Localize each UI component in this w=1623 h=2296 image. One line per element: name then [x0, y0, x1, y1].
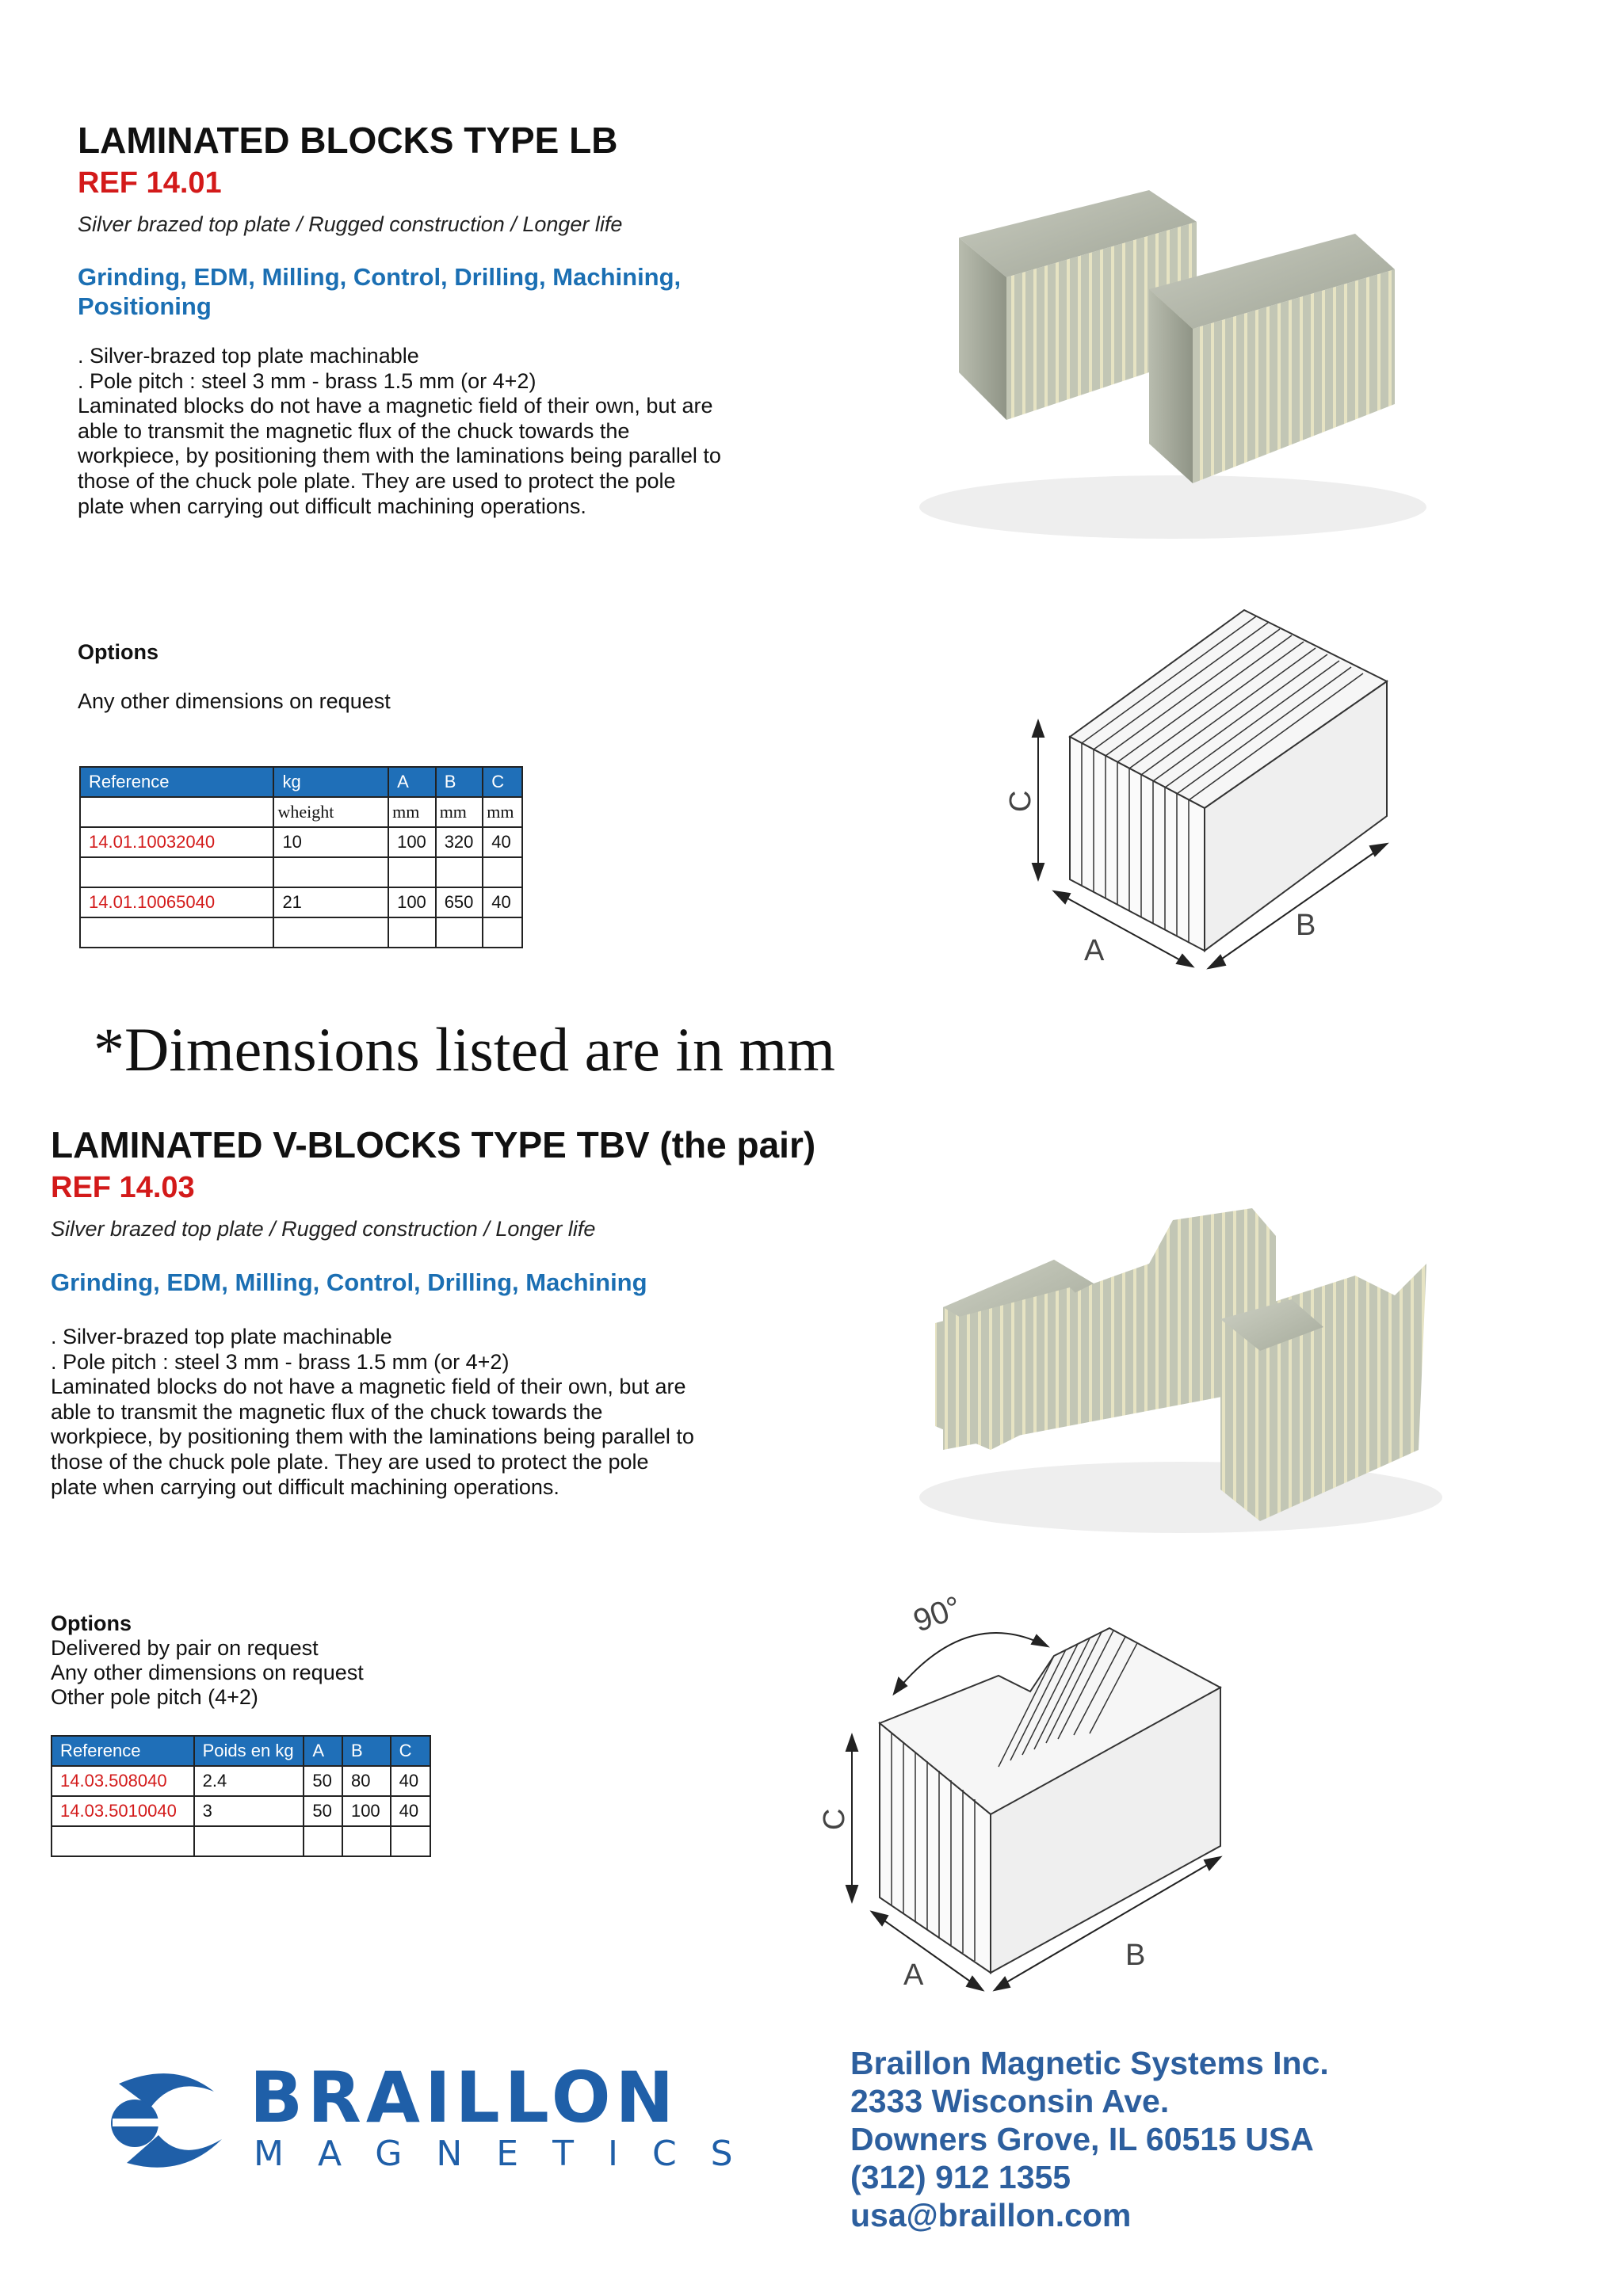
tbv-dimension-diagram	[800, 1585, 1276, 2004]
table-cell: 80	[342, 1766, 391, 1796]
lb-applications-line: Positioning	[78, 292, 212, 320]
label-b: B	[1296, 909, 1316, 942]
logo-mark-icon	[103, 2060, 230, 2179]
table-cell	[273, 857, 388, 887]
table-cell: 21	[273, 887, 388, 917]
tbv-body-line: workpiece, by positioning them with the laminations being parallel to	[51, 1425, 694, 1449]
lb-body-line: Laminated blocks do not have a magnetic field of their own, but are	[78, 394, 713, 418]
table-cell: 100	[388, 887, 436, 917]
dimensions-note: *Dimensions listed are in mm	[94, 1015, 835, 1084]
table-cell: 50	[304, 1796, 342, 1826]
lb-body-line: those of the chuck pole plate. They are used to protect the pole	[78, 468, 676, 493]
table-cell	[388, 917, 436, 948]
table-cell	[436, 917, 483, 948]
col-weight: Poids en kg	[194, 1736, 304, 1766]
table-cell-reference: 14.01.10065040	[80, 887, 273, 917]
table-cell: 650	[436, 887, 483, 917]
tbv-spec-table	[51, 1735, 431, 1857]
company-name: Braillon Magnetic Systems Inc.	[850, 2045, 1329, 2081]
table-cell-reference: 14.01.10032040	[80, 827, 273, 857]
tbv-options-list	[51, 1636, 364, 1710]
table-row	[80, 917, 522, 948]
col-b: B	[342, 1736, 391, 1766]
lb-tagline: Silver brazed top plate / Rugged construction / Longer life	[78, 212, 623, 236]
tbv-body-line: Laminated blocks do not have a magnetic field of their own, but are	[51, 1375, 686, 1399]
company-email[interactable]: usa@braillon.com	[850, 2197, 1132, 2233]
braillon-logo	[103, 2057, 767, 2179]
col-c: C	[483, 767, 522, 797]
company-address	[850, 2044, 1329, 2234]
tbv-option-item: Other pole pitch (4+2)	[51, 1685, 258, 1709]
tbv-description	[51, 1325, 694, 1500]
table-header-row	[80, 767, 522, 797]
logo-subtitle: MAGNETICS	[254, 2134, 767, 2174]
table-cell: wheight	[273, 797, 388, 827]
table-cell	[273, 917, 388, 948]
lb-body-line: workpiece, by positioning them with the laminations being parallel to	[78, 444, 721, 468]
lb-spec-table	[79, 766, 523, 948]
lb-options-heading: Options	[78, 640, 158, 664]
table-cell	[436, 857, 483, 887]
col-reference: Reference	[80, 767, 273, 797]
table-cell	[194, 1826, 304, 1856]
col-a: A	[304, 1736, 342, 1766]
lb-applications	[78, 262, 681, 321]
table-cell: 320	[436, 827, 483, 857]
tbv-body-line: . Silver-brazed top plate machinable	[51, 1325, 392, 1348]
table-cell: 40	[391, 1796, 430, 1826]
table-cell: 50	[304, 1766, 342, 1796]
lb-body-line: . Pole pitch : steel 3 mm - brass 1.5 mm (or 4+2)	[78, 368, 537, 393]
lb-body-line: plate when carrying out difficult machining operations.	[78, 494, 586, 518]
lb-applications-line: Grinding, EDM, Milling, Control, Drilling, Machining,	[78, 263, 682, 291]
table-cell	[483, 857, 522, 887]
company-city: Downers Grove, IL 60515 USA	[850, 2121, 1314, 2157]
label-a: A	[1084, 934, 1105, 967]
label-c: C	[1004, 790, 1037, 812]
label-b: B	[1125, 1939, 1146, 1972]
table-cell: mm	[436, 797, 483, 827]
tbv-ref: REF 14.03	[51, 1171, 195, 1204]
tbv-title: LAMINATED V-BLOCKS TYPE TBV (the pair)	[51, 1124, 816, 1165]
logo-wordmark: BRAILLON	[250, 2057, 679, 2138]
table-cell: 3	[194, 1796, 304, 1826]
lb-title: LAMINATED BLOCKS TYPE LB	[78, 120, 618, 161]
lb-option-item: Any other dimensions on request	[78, 689, 391, 713]
table-cell: 100	[342, 1796, 391, 1826]
table-cell: mm	[388, 797, 436, 827]
table-cell: 10	[273, 827, 388, 857]
tbv-option-item: Delivered by pair on request	[51, 1636, 319, 1660]
tbv-body-line: . Pole pitch : steel 3 mm - brass 1.5 mm (or 4+2)	[51, 1349, 510, 1374]
table-cell: 40	[483, 827, 522, 857]
col-a: A	[388, 767, 436, 797]
tbv-product-photo	[911, 1188, 1450, 1537]
tbv-applications: Grinding, EDM, Milling, Control, Drilling, Machining	[51, 1268, 647, 1296]
tbv-options-heading: Options	[51, 1611, 132, 1635]
tbv-body-line: plate when carrying out difficult machining operations.	[51, 1474, 559, 1499]
table-row	[52, 1826, 430, 1856]
table-header-row	[52, 1736, 430, 1766]
table-row	[80, 887, 522, 917]
table-units-row	[80, 797, 522, 827]
lb-body-line: . Silver-brazed top plate machinable	[78, 344, 419, 368]
table-row	[52, 1796, 430, 1826]
tbv-option-item: Any other dimensions on request	[51, 1661, 364, 1684]
table-cell: 2.4	[194, 1766, 304, 1796]
table-cell-reference: 14.03.508040	[52, 1766, 194, 1796]
lb-description	[78, 344, 721, 519]
table-cell	[80, 917, 273, 948]
table-cell: 40	[391, 1766, 430, 1796]
table-cell	[80, 797, 273, 827]
table-cell	[391, 1826, 430, 1856]
table-cell: 40	[483, 887, 522, 917]
table-cell	[342, 1826, 391, 1856]
table-row	[80, 827, 522, 857]
tbv-body-line: those of the chuck pole plate. They are used to protect the pole	[51, 1449, 649, 1474]
company-phone: (312) 912 1355	[850, 2159, 1071, 2195]
table-row	[52, 1766, 430, 1796]
lb-dimension-diagram	[991, 602, 1403, 974]
col-reference: Reference	[52, 1736, 194, 1766]
table-cell-reference: 14.03.5010040	[52, 1796, 194, 1826]
tbv-body-line: able to transmit the magnetic flux of the chuck towards the	[51, 1399, 603, 1424]
table-cell	[304, 1826, 342, 1856]
lb-product-photo	[911, 158, 1426, 555]
table-cell	[483, 917, 522, 948]
company-street: 2333 Wisconsin Ave.	[850, 2083, 1170, 2119]
table-row	[80, 857, 522, 887]
lb-body-line: able to transmit the magnetic flux of the chuck towards the	[78, 418, 630, 443]
tbv-tagline: Silver brazed top plate / Rugged construction / Longer life	[51, 1217, 596, 1241]
label-angle: 90°	[908, 1589, 966, 1639]
table-cell	[80, 857, 273, 887]
table-cell: 100	[388, 827, 436, 857]
col-kg: kg	[273, 767, 388, 797]
lb-ref: REF 14.01	[78, 166, 222, 200]
col-b: B	[436, 767, 483, 797]
label-c: C	[818, 1808, 851, 1830]
col-c: C	[391, 1736, 430, 1766]
table-cell	[52, 1826, 194, 1856]
table-cell: mm	[483, 797, 522, 827]
label-a: A	[903, 1958, 924, 1992]
table-cell	[388, 857, 436, 887]
